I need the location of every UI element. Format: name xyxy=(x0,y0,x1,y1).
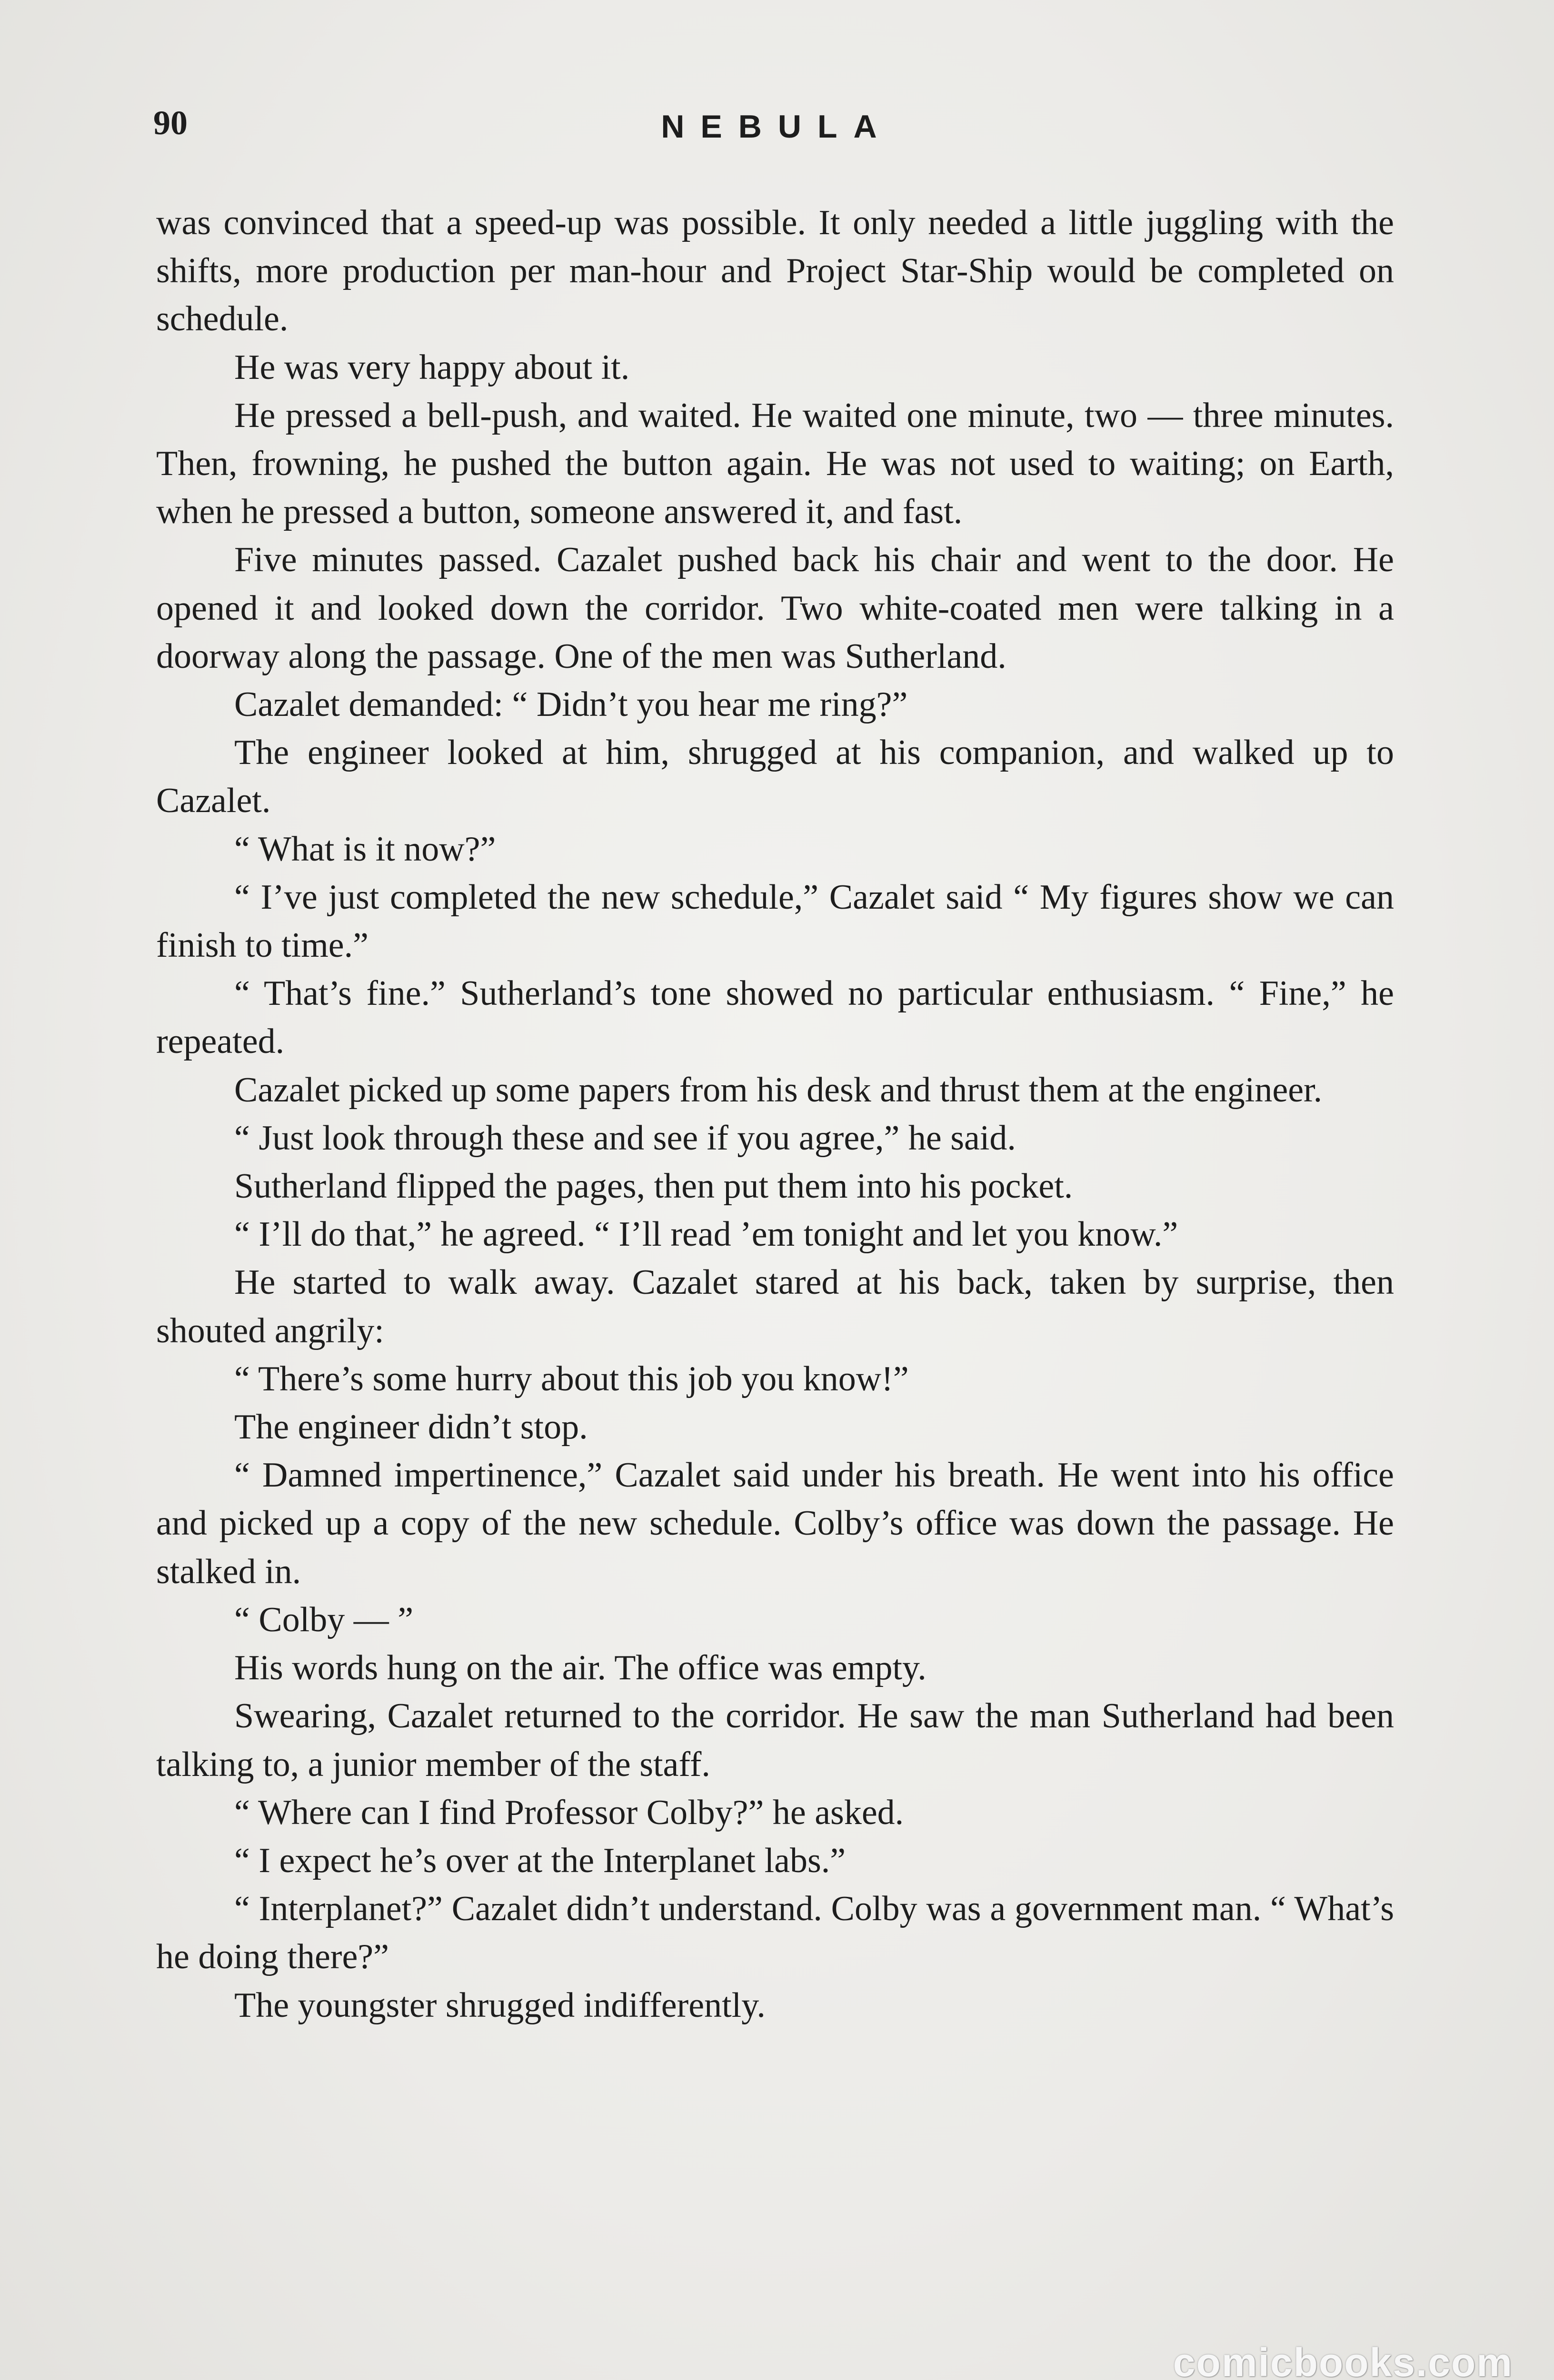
paragraph: Swearing, Cazalet returned to the corridor. He saw the man Sutherland had been talking to, a junior member of the staff. xyxy=(156,1696,1394,1784)
paragraph: He started to walk away. Cazalet stared at his back, taken by surprise, then shouted angrily: xyxy=(156,1263,1394,1350)
paragraph: “ That’s fine.” Sutherland’s tone showed no particular enthusiasm. “ Fine,” he repeated. xyxy=(156,974,1394,1061)
paragraph: Sutherland flipped the pages, then put them into his pocket. xyxy=(234,1167,1073,1206)
paragraph: “ Where can I find Professor Colby?” he asked. xyxy=(234,1793,904,1832)
page-number: 90 xyxy=(153,104,188,142)
paragraph: “ Damned impertinence,” Cazalet said under his breath. He went into his office and picked up a copy of the new schedule. Colby’s office was down the passage. He stalked in. xyxy=(156,1456,1394,1591)
paragraph: “ There’s some hurry about this job you know!” xyxy=(234,1359,909,1398)
paragraph: He pressed a bell-push, and waited. He waited one minute, two — three minutes. Then, frowning, he pushed the button again. He was not used to waiting; on Earth, when he pressed a button, someone answered it, and fast. xyxy=(156,396,1394,532)
paragraph: Cazalet picked up some papers from his desk and thrust them at the engineer. xyxy=(234,1070,1323,1110)
paragraph: The youngster shrugged indifferently. xyxy=(234,1985,766,2025)
paragraph: “ Colby — ” xyxy=(234,1600,414,1639)
paragraph: “ I’ll do that,” he agreed. “ I’ll read ’em tonight and let you know.” xyxy=(234,1215,1178,1254)
paragraph: Five minutes passed. Cazalet pushed back his chair and went to the door. He opened it and looked down the corridor. Two white-coated men were talking in a doorway along the passage. One of the men was Sutherland. xyxy=(156,540,1394,676)
running-title: NEBULA xyxy=(661,109,893,145)
watermark-logo: comicbooks.com xyxy=(1173,2340,1513,2380)
paragraph: was convinced that a speed-up was possible. It only needed a little juggling with the shifts, more production per man-hour and Project Star-Ship would be completed on schedule. xyxy=(156,203,1394,339)
paragraph: “ What is it now?” xyxy=(234,829,496,869)
paragraph: “ I’ve just completed the new schedule,” Cazalet said “ My figures show we can finish to time.” xyxy=(156,877,1394,965)
paragraph: His words hung on the air. The office was empty. xyxy=(234,1648,926,1688)
paragraph: The engineer looked at him, shrugged at his companion, and walked up to Cazalet. xyxy=(156,733,1394,821)
paragraph: “ I expect he’s over at the Interplanet labs.” xyxy=(234,1841,846,1880)
body-text xyxy=(156,199,1394,2030)
paragraph: The engineer didn’t stop. xyxy=(234,1408,588,1447)
paragraph: “ Interplanet?” Cazalet didn’t understand. Colby was a government man. “ What’s he doing there?” xyxy=(156,1889,1394,1977)
paragraph: “ Just look through these and see if you agree,” he said. xyxy=(234,1118,1016,1158)
paragraph: Cazalet demanded: “ Didn’t you hear me ring?” xyxy=(234,685,908,724)
paragraph: He was very happy about it. xyxy=(234,347,630,387)
